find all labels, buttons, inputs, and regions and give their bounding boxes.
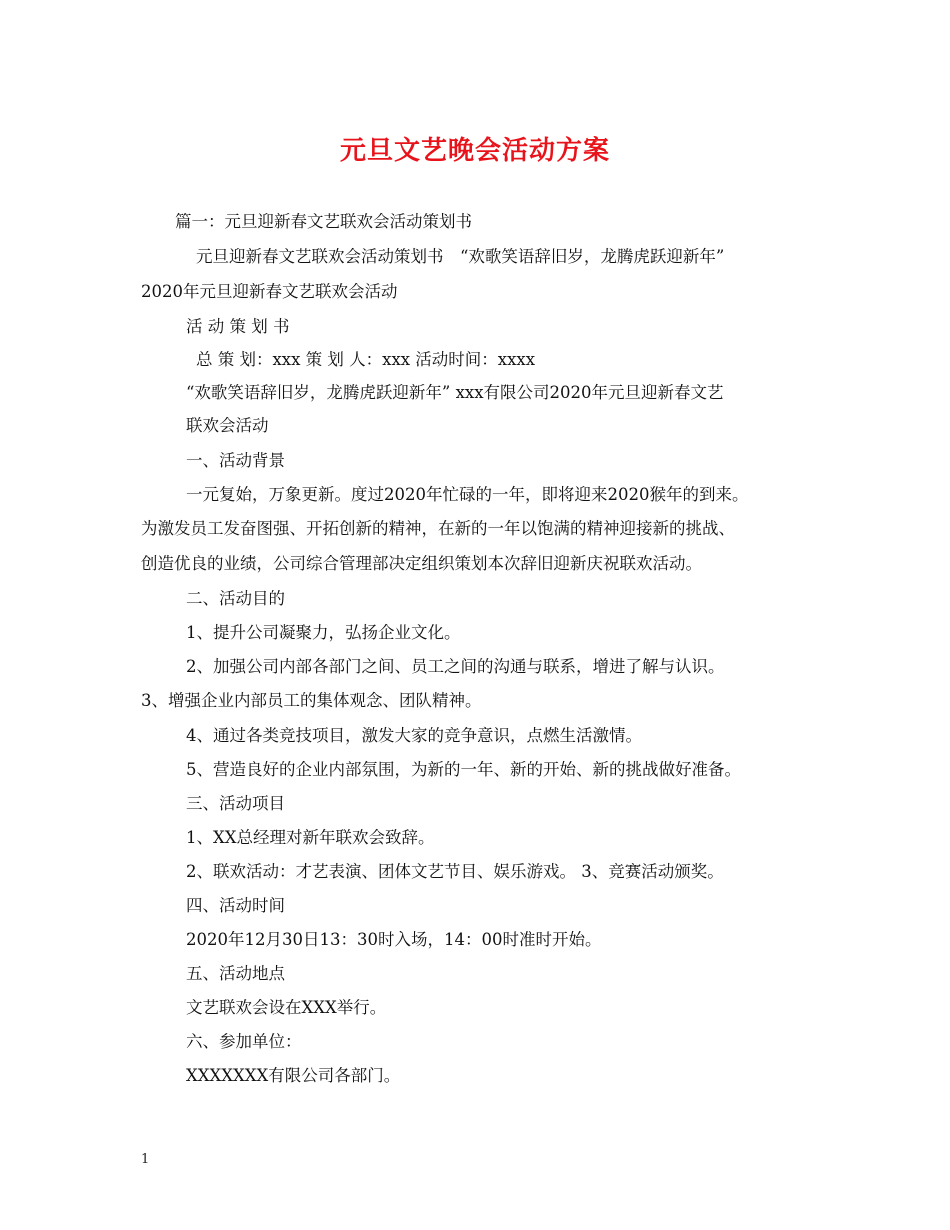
- list-item: 2、加强公司内部各部门之间、员工之间的沟通与联系，增进了解与认识。: [186, 657, 725, 676]
- paragraph-line: 活 动 策 划 书: [186, 317, 290, 336]
- paragraph-line: 一元复始，万象更新。度过2020年忙碌的一年，即将迎来2020猴年的到来。: [186, 485, 749, 504]
- section-heading: 三、活动项目: [186, 794, 285, 813]
- section-heading-part-one: 篇一：元旦迎新春文艺联欢会活动策划书: [175, 212, 472, 231]
- list-item: 1、提升公司凝聚力，弘扬企业文化。: [186, 623, 461, 642]
- list-item: 5、营造良好的企业内部氛围，为新的一年、新的开始、新的挑战做好准备。: [186, 760, 741, 779]
- paragraph-line: 总 策 划：xxx 策 划 人：xxx 活动时间：xxxx: [196, 350, 536, 369]
- document-title: 元旦文艺晚会活动方案: [339, 136, 610, 166]
- paragraph-line: 文艺联欢会设在XXX举行。: [186, 998, 387, 1017]
- section-heading: 一、活动背景: [186, 451, 285, 470]
- paragraph-line: 2020年12月30日13：30时入场，14：00时准时开始。: [186, 930, 602, 949]
- section-heading: 四、活动时间: [186, 896, 285, 915]
- list-item: 1、XX总经理对新年联欢会致辞。: [186, 828, 435, 847]
- paragraph-line: 2020年元旦迎新春文艺联欢会活动: [141, 282, 398, 301]
- list-item: 4、通过各类竞技项目，激发大家的竞争意识，点燃生活激情。: [186, 726, 642, 745]
- paragraph-line: 创造优良的业绩，公司综合管理部决定组织策划本次辞旧迎新庆祝联欢活动。: [141, 554, 702, 573]
- paragraph-line: XXXXXXX有限公司各部门。: [186, 1066, 401, 1085]
- page-number: 1: [141, 1152, 150, 1167]
- paragraph-line: “欢歌笑语辞旧岁，龙腾虎跃迎新年” xxx有限公司2020年元旦迎新春文艺: [186, 383, 724, 402]
- section-heading: 二、活动目的: [186, 589, 285, 608]
- list-item: 3、增强企业内部员工的集体观念、团队精神。: [141, 691, 482, 710]
- paragraph-line: 为激发员工发奋图强、开拓创新的精神，在新的一年以饱满的精神迎接新的挑战、: [141, 519, 735, 538]
- paragraph-line: 元旦迎新春文艺联欢会活动策划书 “欢歌笑语辞旧岁，龙腾虎跃迎新年”: [196, 247, 725, 266]
- paragraph-line: 联欢会活动: [186, 416, 269, 435]
- section-heading: 五、活动地点: [186, 964, 285, 983]
- section-heading: 六、参加单位：: [186, 1032, 302, 1051]
- list-item: 2、联欢活动：才艺表演、团体文艺节目、娱乐游戏。 3、竞赛活动颁奖。: [186, 862, 724, 881]
